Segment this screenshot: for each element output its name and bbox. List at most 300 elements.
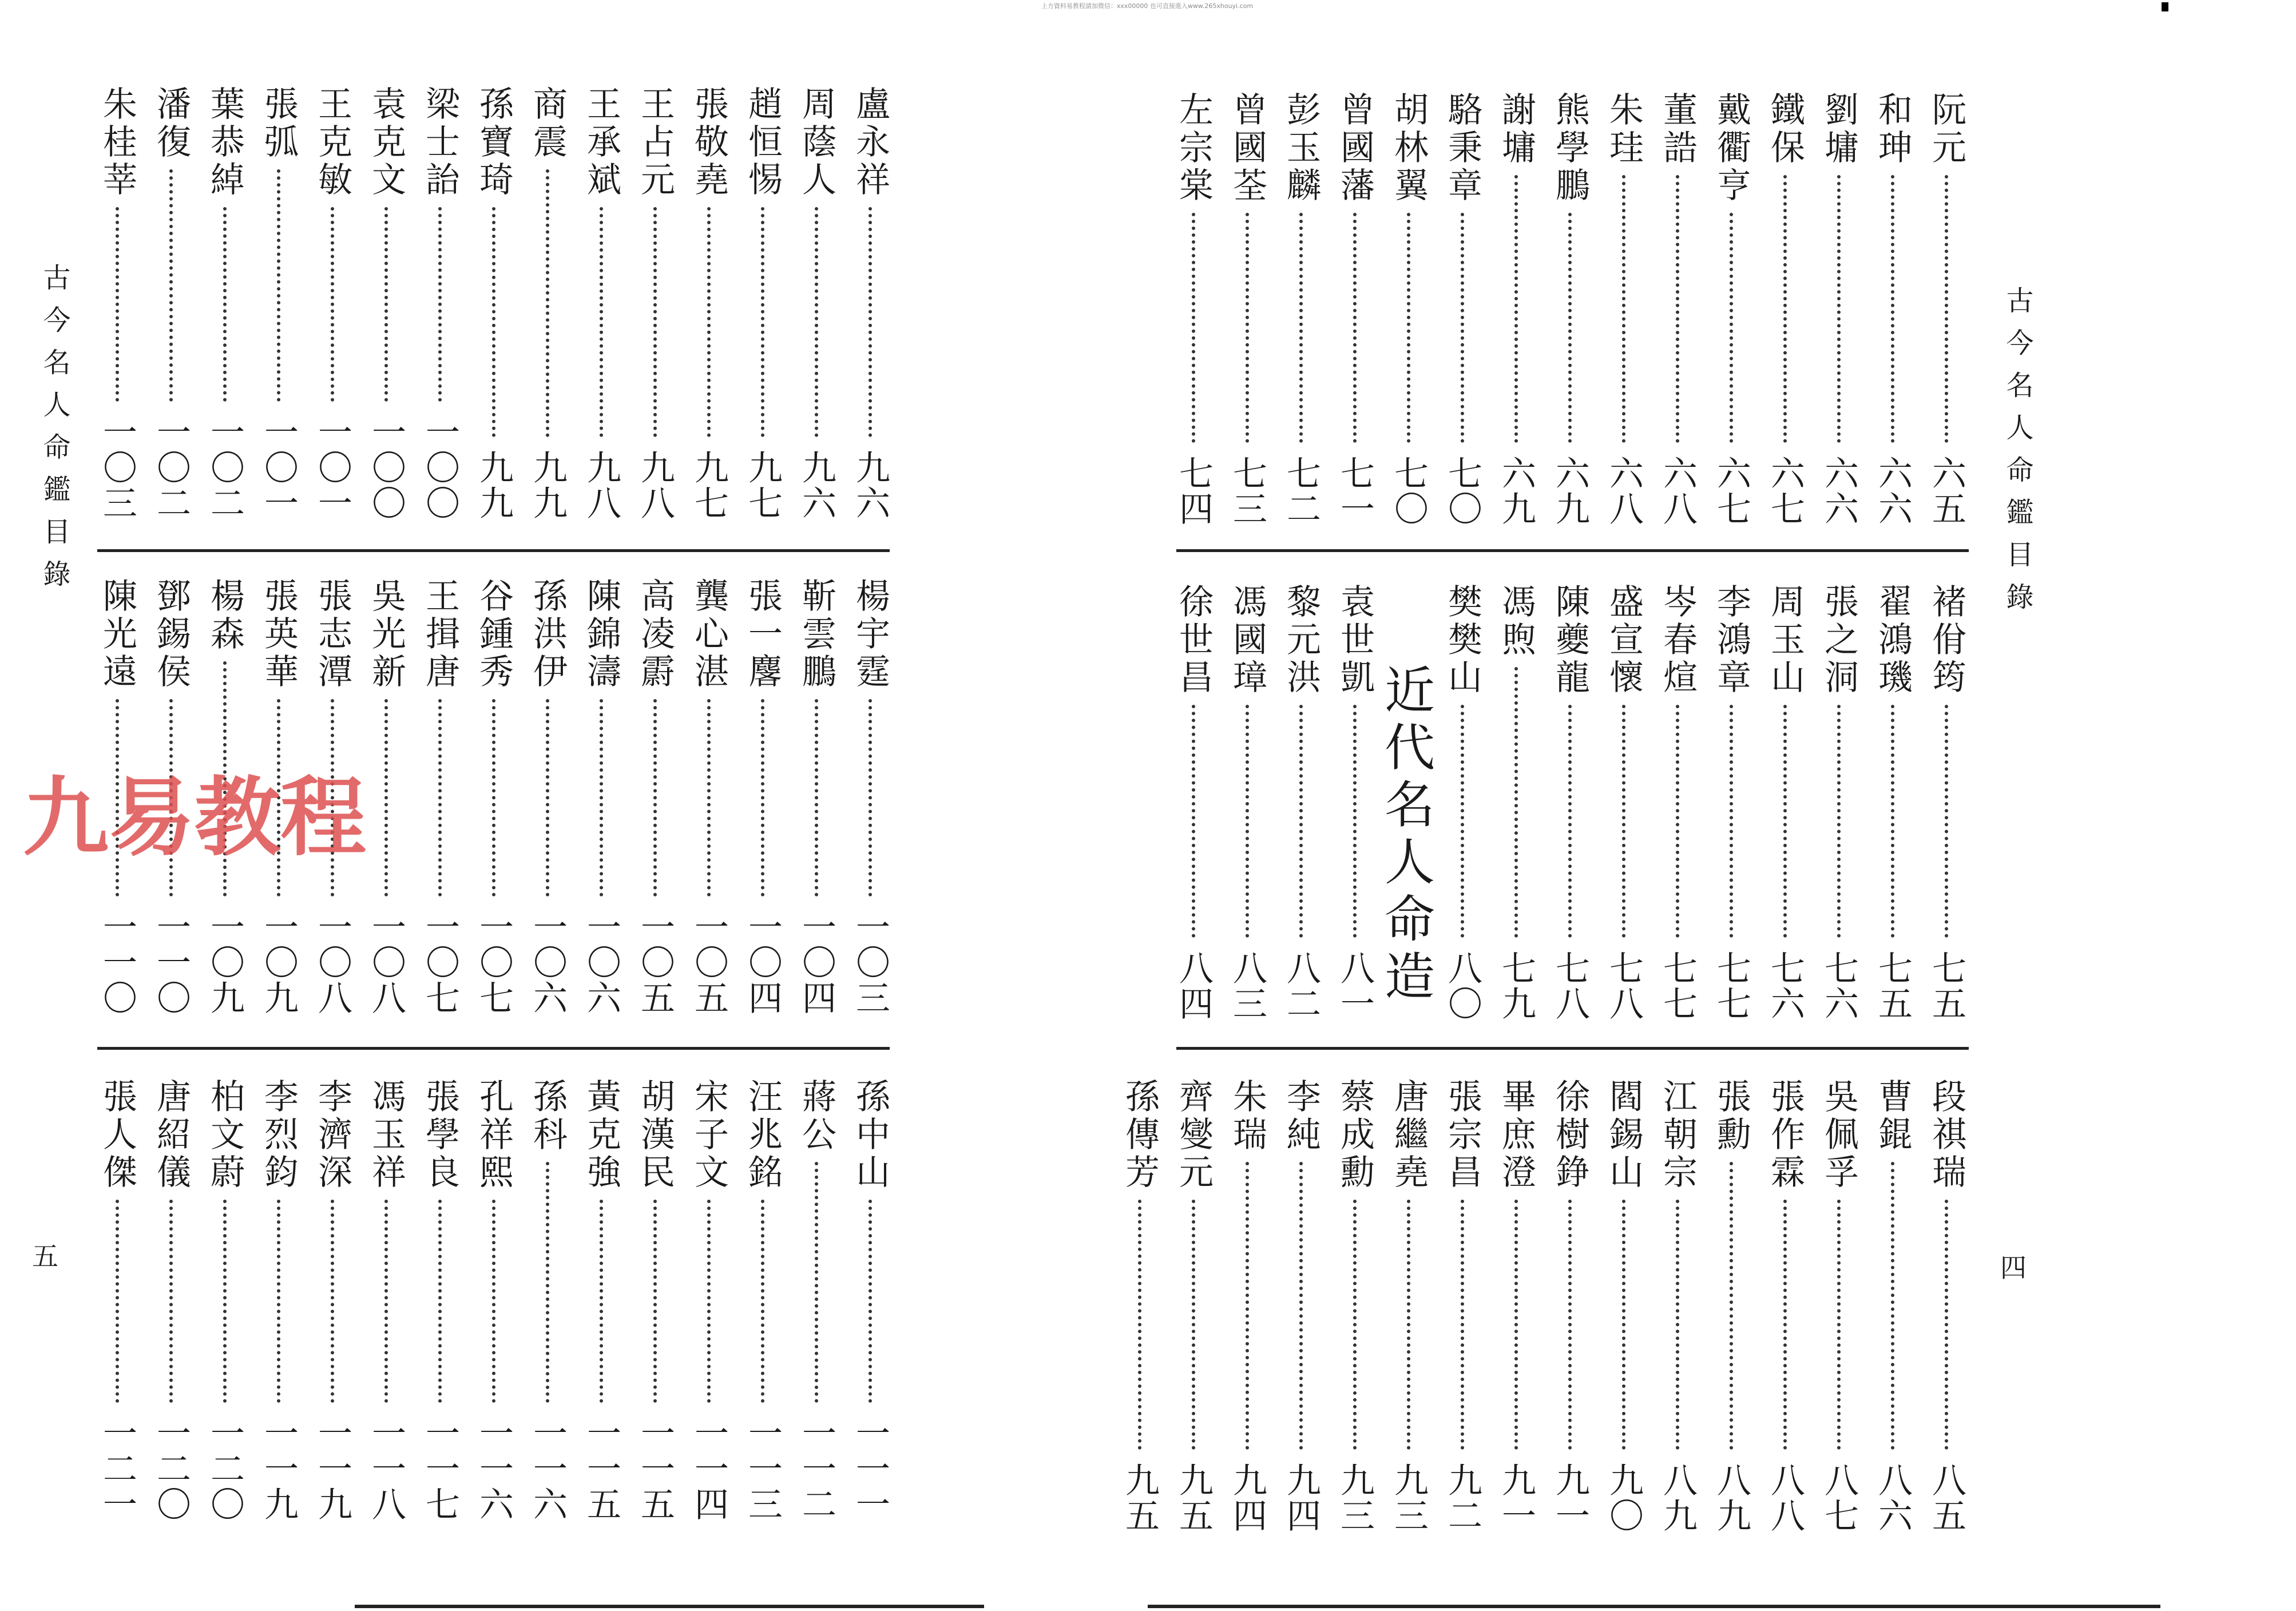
toc-entry: [790, 86, 843, 521]
toc-entry: [1920, 92, 1973, 526]
entry-page-number: 九五: [1173, 1462, 1214, 1533]
toc-entry: [629, 1078, 681, 1522]
toc-entry: [1705, 1078, 1758, 1533]
toc-entry: [629, 86, 681, 521]
dot-leader: [1299, 1162, 1303, 1450]
left-folio: 五: [32, 1241, 58, 1272]
entry-page-number: 一一五: [635, 1415, 675, 1522]
entry-page-number: 七四: [1173, 455, 1214, 526]
toc-entry: [736, 578, 789, 1015]
entry-name: 段祺瑞: [1926, 1078, 1966, 1192]
entry-name: 王揖唐: [420, 578, 460, 691]
entry-name: 袁克文: [366, 86, 406, 199]
toc-entry: [1167, 92, 1220, 526]
toc-entry: [252, 578, 305, 1015]
toc-entry: [414, 1078, 466, 1522]
entry-page-number: 八七: [1819, 1462, 1859, 1533]
dot-leader: [546, 169, 549, 437]
dot-leader: [1461, 705, 1464, 938]
toc-entry: [1920, 584, 1973, 1021]
dot-leader: [169, 699, 173, 896]
entry-page-number: 七一: [1335, 455, 1375, 526]
entry-page-number: 七八: [1550, 950, 1590, 1021]
header-note: 上方資料易教程請加微信：xxx00000 也可直接進入www.265xhouyi.com: [1041, 2, 1254, 10]
entry-page-number: 一一六: [474, 1415, 514, 1522]
right-rule-2: [1176, 1047, 1969, 1050]
toc-entry: [521, 1078, 574, 1522]
entry-page-number: 一〇二: [151, 414, 191, 521]
toc-entry: [1329, 92, 1381, 526]
dot-leader: [869, 1200, 872, 1403]
entry-page-number: 九四: [1281, 1462, 1321, 1533]
entry-name: 吳佩孚: [1819, 1078, 1859, 1192]
toc-entry: [1490, 584, 1542, 1021]
toc-entry: [1275, 1078, 1327, 1533]
entry-page-number: 六六: [1873, 455, 1913, 526]
entry-name: 樊樊山: [1442, 584, 1482, 697]
toc-entry: [360, 86, 413, 521]
dot-leader: [169, 1200, 173, 1403]
entry-page-number: 八四: [1173, 950, 1214, 1021]
dot-leader: [707, 699, 711, 896]
dot-leader: [1353, 1200, 1357, 1450]
dot-leader: [1622, 705, 1625, 938]
entry-page-number: 八三: [1227, 950, 1267, 1021]
toc-entry: [521, 578, 574, 1015]
dot-leader: [438, 207, 442, 402]
entry-page-number: 八五: [1926, 1462, 1966, 1533]
toc-entry: [252, 86, 305, 521]
toc-entry: [1544, 584, 1596, 1021]
entry-name: 馮煦: [1496, 584, 1536, 659]
dot-leader: [1945, 175, 1948, 443]
entry-name: 張勳: [1711, 1078, 1751, 1154]
dot-leader: [815, 699, 818, 896]
dot-leader: [277, 169, 280, 402]
toc-entry: [199, 578, 251, 1015]
entry-name: 張敬堯: [689, 86, 729, 199]
entry-page-number: 九四: [1227, 1462, 1267, 1533]
toc-entry: [575, 578, 628, 1015]
dot-leader: [1461, 1200, 1464, 1450]
entry-page-number: 七五: [1873, 950, 1913, 1021]
entry-name: 周玉山: [1765, 584, 1805, 697]
entry-page-number: 一一七: [420, 1415, 460, 1522]
dot-leader: [331, 1200, 334, 1403]
entry-name: 楊宇霆: [850, 578, 890, 691]
entry-name: 戴衢亨: [1711, 92, 1751, 205]
toc-entry: [1329, 584, 1381, 1021]
toc-entry: [1759, 584, 1811, 1021]
dot-leader: [331, 699, 334, 896]
entry-name: 葉恭綽: [205, 86, 245, 199]
dot-leader: [1730, 1162, 1733, 1450]
entry-name: 胡林翼: [1389, 92, 1429, 205]
entry-name: 宋子文: [689, 1078, 729, 1192]
entry-name: 袁世凱: [1335, 584, 1375, 697]
entry-page-number: 八〇: [1442, 950, 1482, 1021]
toc-entry: [736, 86, 789, 521]
entry-name: 張學良: [420, 1078, 460, 1192]
toc-entry: [1651, 584, 1704, 1021]
entry-name: 高凌霨: [635, 578, 675, 691]
entry-name: 李濟深: [312, 1078, 352, 1192]
entry-page-number: 六九: [1496, 455, 1536, 526]
entry-name: 朱桂莘: [97, 86, 137, 199]
entry-page-number: 九一: [1550, 1462, 1590, 1533]
entry-name: 潘復: [151, 86, 191, 161]
entry-name: 黃克強: [581, 1078, 621, 1192]
dot-leader: [1192, 1200, 1195, 1450]
entry-page-number: 一〇三: [850, 909, 890, 1015]
dot-leader: [1299, 213, 1303, 443]
entry-name: 李鴻章: [1711, 584, 1751, 697]
entry-page-number: 七二: [1281, 455, 1321, 526]
entry-page-number: 一〇六: [528, 909, 568, 1015]
toc-entry: [1167, 584, 1220, 1021]
toc-entry: [1866, 584, 1919, 1021]
toc-entry: [414, 86, 466, 521]
entry-name: 駱秉章: [1442, 92, 1482, 205]
toc-entry: [1544, 92, 1596, 526]
toc-entry: [306, 1078, 359, 1522]
entry-name: 江朝宗: [1657, 1078, 1698, 1192]
dot-leader: [1891, 175, 1894, 443]
dot-leader: [815, 1162, 818, 1403]
entry-page-number: 六八: [1657, 455, 1698, 526]
toc-entry: [1490, 1078, 1542, 1533]
entry-name: 陳錦濤: [581, 578, 621, 691]
dot-leader: [1138, 1200, 1141, 1450]
entry-page-number: 一〇二: [205, 414, 245, 521]
toc-entry: [145, 578, 197, 1015]
toc-entry: [1705, 584, 1758, 1021]
entry-name: 李純: [1281, 1078, 1321, 1154]
entry-name: 張宗昌: [1442, 1078, 1482, 1192]
toc-entry: [145, 1078, 197, 1522]
entry-name: 阮元: [1926, 92, 1966, 167]
dot-leader: [277, 699, 280, 896]
entry-name: 張作霖: [1765, 1078, 1805, 1192]
entry-page-number: 一一四: [689, 1415, 729, 1522]
left-bottom-rule: [355, 1605, 984, 1608]
toc-entry: [145, 86, 197, 521]
dot-leader: [1730, 213, 1733, 443]
entry-page-number: 七〇: [1389, 455, 1429, 526]
entry-name: 褚佾筠: [1926, 584, 1966, 697]
entry-page-number: 九八: [581, 450, 621, 521]
toc-entry: [91, 1078, 144, 1522]
dot-leader: [546, 699, 549, 896]
dot-leader: [1246, 705, 1249, 938]
dot-leader: [223, 661, 227, 896]
dot-leader: [1891, 1162, 1894, 1450]
left-rule-1: [97, 549, 890, 552]
entry-name: 蔡成勳: [1335, 1078, 1375, 1192]
toc-entry: [1382, 1078, 1435, 1533]
dot-leader: [1676, 705, 1679, 938]
toc-entry: [199, 86, 251, 521]
dot-leader: [1192, 213, 1195, 443]
dot-leader: [384, 699, 388, 896]
entry-name: 孔祥熙: [474, 1078, 514, 1192]
entry-page-number: 七六: [1765, 950, 1805, 1021]
entry-page-number: 九七: [689, 450, 729, 521]
entry-name: 劉墉: [1819, 92, 1859, 167]
dot-leader: [1783, 705, 1787, 938]
entry-name: 張弧: [259, 86, 299, 161]
entry-name: 唐紹儀: [151, 1078, 191, 1192]
toc-entry: [1813, 584, 1865, 1021]
toc-entry: [1759, 92, 1811, 526]
dot-leader: [492, 207, 495, 437]
entry-name: 和珅: [1873, 92, 1913, 167]
entry-name: 商震: [528, 86, 568, 161]
entry-name: 蔣公: [796, 1078, 836, 1154]
dot-leader: [600, 207, 603, 437]
right-side-title: 古今名人命鑑目錄: [2001, 286, 2033, 625]
entry-page-number: 七七: [1711, 950, 1751, 1021]
entry-name: 靳雲鵬: [796, 578, 836, 691]
entry-name: 徐樹錚: [1550, 1078, 1590, 1192]
dot-leader: [384, 207, 388, 402]
entry-page-number: 六九: [1550, 455, 1590, 526]
dot-leader: [1622, 175, 1625, 443]
dot-leader: [1246, 1162, 1249, 1450]
toc-entry: [1382, 92, 1435, 526]
entry-page-number: 六七: [1711, 455, 1751, 526]
entry-page-number: 七七: [1657, 950, 1698, 1021]
entry-page-number: 八九: [1711, 1462, 1751, 1533]
dot-leader: [653, 699, 657, 896]
dot-leader: [1945, 1200, 1948, 1450]
entry-name: 鄧錫侯: [151, 578, 191, 691]
entry-page-number: 九三: [1335, 1462, 1375, 1533]
dot-leader: [869, 207, 872, 437]
dot-leader: [1676, 1200, 1679, 1450]
dot-leader: [223, 1200, 227, 1403]
entry-page-number: 八二: [1281, 950, 1321, 1021]
toc-entry: [1920, 1078, 1973, 1533]
toc-entry: [1866, 92, 1919, 526]
toc-entry: [1651, 92, 1704, 526]
left-side-title: 古今名人命鑑目錄: [38, 263, 70, 602]
dot-leader: [1407, 213, 1410, 443]
toc-entry: [1490, 92, 1542, 526]
toc-entry: [467, 86, 520, 521]
dot-leader: [1891, 705, 1894, 938]
toc-entry: [1275, 92, 1327, 526]
entry-page-number: 七六: [1819, 950, 1859, 1021]
right-folio: 四: [2000, 1252, 2027, 1283]
entry-page-number: 七〇: [1442, 455, 1482, 526]
dot-leader: [277, 1200, 280, 1403]
toc-entry: [1436, 92, 1489, 526]
toc-entry: [575, 86, 628, 521]
dot-leader: [1353, 213, 1357, 443]
toc-entry: [306, 578, 359, 1015]
entry-page-number: 一〇六: [581, 909, 621, 1015]
dot-leader: [546, 1162, 549, 1403]
toc-entry: [844, 86, 897, 521]
dot-leader: [761, 1200, 764, 1403]
toc-entry: [521, 86, 574, 521]
entry-name: 鐵保: [1765, 92, 1805, 167]
entry-page-number: 一〇八: [312, 909, 352, 1015]
toc-entry: [1436, 584, 1489, 1021]
entry-page-number: 一〇〇: [366, 414, 406, 521]
entry-page-number: 六五: [1926, 455, 1966, 526]
entry-name: 閻錫山: [1604, 1078, 1644, 1192]
dot-leader: [1353, 705, 1357, 938]
entry-page-number: 九六: [850, 450, 890, 521]
dot-leader: [1568, 705, 1572, 938]
toc-entry: [683, 1078, 735, 1522]
dot-leader: [1783, 175, 1787, 443]
entry-page-number: 七九: [1496, 950, 1536, 1021]
entry-page-number: 一〇四: [796, 909, 836, 1015]
dot-leader: [1514, 175, 1518, 443]
dot-leader: [653, 207, 657, 437]
toc-entry: [1866, 1078, 1919, 1533]
entry-name: 黎元洪: [1281, 584, 1321, 697]
entry-name: 畢庶澄: [1496, 1078, 1536, 1192]
entry-page-number: 九九: [528, 450, 568, 521]
entry-page-number: 一一五: [581, 1415, 621, 1522]
entry-page-number: 七五: [1926, 950, 1966, 1021]
entry-name: 岑春煊: [1657, 584, 1698, 697]
toc-entry: [360, 1078, 413, 1522]
entry-page-number: 一一六: [528, 1415, 568, 1522]
entry-page-number: 一〇五: [689, 909, 729, 1015]
entry-name: 馮國璋: [1227, 584, 1267, 697]
dot-leader: [761, 207, 764, 437]
toc-entry: [1221, 92, 1274, 526]
entry-page-number: 一〇八: [366, 909, 406, 1015]
entry-name: 翟鴻璣: [1873, 584, 1913, 697]
entry-page-number: 六六: [1819, 455, 1859, 526]
entry-name: 曾國藩: [1335, 92, 1375, 205]
dot-leader: [1568, 1200, 1572, 1450]
entry-name: 彭玉麟: [1281, 92, 1321, 205]
toc-entry: [575, 1078, 628, 1522]
entry-page-number: 一二〇: [151, 1415, 191, 1522]
toc-entry: [91, 86, 144, 521]
toc-entry: [1651, 1078, 1704, 1533]
dot-leader: [1622, 1200, 1625, 1450]
dot-leader: [1299, 705, 1303, 938]
entry-name: 胡漢民: [635, 1078, 675, 1192]
entry-name: 張英華: [259, 578, 299, 691]
entry-page-number: 七三: [1227, 455, 1267, 526]
watermark-logo: 九易教程: [23, 768, 367, 868]
entry-page-number: 九二: [1442, 1462, 1482, 1533]
entry-name: 梁士詒: [420, 86, 460, 199]
entry-page-number: 一一〇: [97, 909, 137, 1015]
dot-leader: [331, 207, 334, 402]
entry-page-number: 九五: [1120, 1462, 1160, 1533]
entry-page-number: 九九: [474, 450, 514, 521]
entry-name: 曹錕: [1873, 1078, 1913, 1154]
entry-page-number: 八八: [1765, 1462, 1805, 1533]
entry-page-number: 一一二: [796, 1415, 836, 1522]
entry-page-number: 一〇七: [420, 909, 460, 1015]
dot-leader: [116, 1200, 119, 1403]
toc-entry: [1544, 1078, 1596, 1533]
entry-name: 張之洞: [1819, 584, 1859, 697]
toc-entry: [1759, 1078, 1811, 1533]
dot-leader: [1676, 175, 1679, 443]
entry-page-number: 一一〇: [151, 909, 191, 1015]
entry-name: 孫科: [528, 1078, 568, 1154]
dot-leader: [761, 699, 764, 896]
dot-leader: [653, 1200, 657, 1403]
entry-name: 陳夔龍: [1550, 584, 1590, 697]
entry-page-number: 一一九: [259, 1415, 299, 1522]
toc-entry: [844, 578, 897, 1015]
toc-entry: [736, 1078, 789, 1522]
toc-entry: [790, 1078, 843, 1522]
toc-entry: [844, 1078, 897, 1522]
entry-name: 曾國荃: [1227, 92, 1267, 205]
entry-page-number: 九一: [1496, 1462, 1536, 1533]
dot-leader: [707, 207, 711, 437]
entry-name: 谷鍾秀: [474, 578, 514, 691]
right-bottom-rule: [1148, 1605, 2160, 1608]
toc-entry: [1221, 584, 1274, 1021]
dot-leader: [1837, 1200, 1841, 1450]
toc-entry: [1113, 1078, 1166, 1533]
entry-name: 王承斌: [581, 86, 621, 199]
entry-name: 楊森: [205, 578, 245, 653]
entry-page-number: 一一一: [850, 1415, 890, 1522]
entry-name: 周蔭人: [796, 86, 836, 199]
entry-page-number: 一一八: [366, 1415, 406, 1522]
entry-page-number: 一〇五: [635, 909, 675, 1015]
entry-name: 孫洪伊: [528, 578, 568, 691]
entry-name: 左宗棠: [1173, 92, 1214, 205]
entry-page-number: 一二一: [97, 1415, 137, 1522]
toc-entry: [1221, 1078, 1274, 1533]
chapter-title: 近代名人命造: [1377, 664, 1436, 1007]
entry-page-number: 一〇〇: [420, 414, 460, 521]
toc-entry: [414, 578, 466, 1015]
toc-entry: [683, 578, 735, 1015]
entry-name: 陳光遠: [97, 578, 137, 691]
entry-name: 柏文蔚: [205, 1078, 245, 1192]
entry-name: 盛宣懷: [1604, 584, 1644, 697]
entry-page-number: 一〇三: [97, 414, 137, 521]
toc-entry: [683, 86, 735, 521]
entry-name: 趙恒惕: [743, 86, 783, 199]
dot-leader: [1945, 705, 1948, 938]
entry-name: 張志潭: [312, 578, 352, 691]
left-rule-2: [97, 1047, 890, 1050]
entry-name: 熊學鵬: [1550, 92, 1590, 205]
entry-name: 謝墉: [1496, 92, 1536, 167]
toc-entry: [1597, 1078, 1650, 1533]
toc-entry: [1597, 92, 1650, 526]
dot-leader: [492, 1200, 495, 1403]
entry-page-number: 六七: [1765, 455, 1805, 526]
entry-page-number: 一〇九: [259, 909, 299, 1015]
entry-name: 王占元: [635, 86, 675, 199]
entry-page-number: 九七: [743, 450, 783, 521]
dot-leader: [1514, 667, 1518, 938]
dot-leader: [438, 1200, 442, 1403]
entry-name: 盧永祥: [850, 86, 890, 199]
toc-entry: [1275, 584, 1327, 1021]
